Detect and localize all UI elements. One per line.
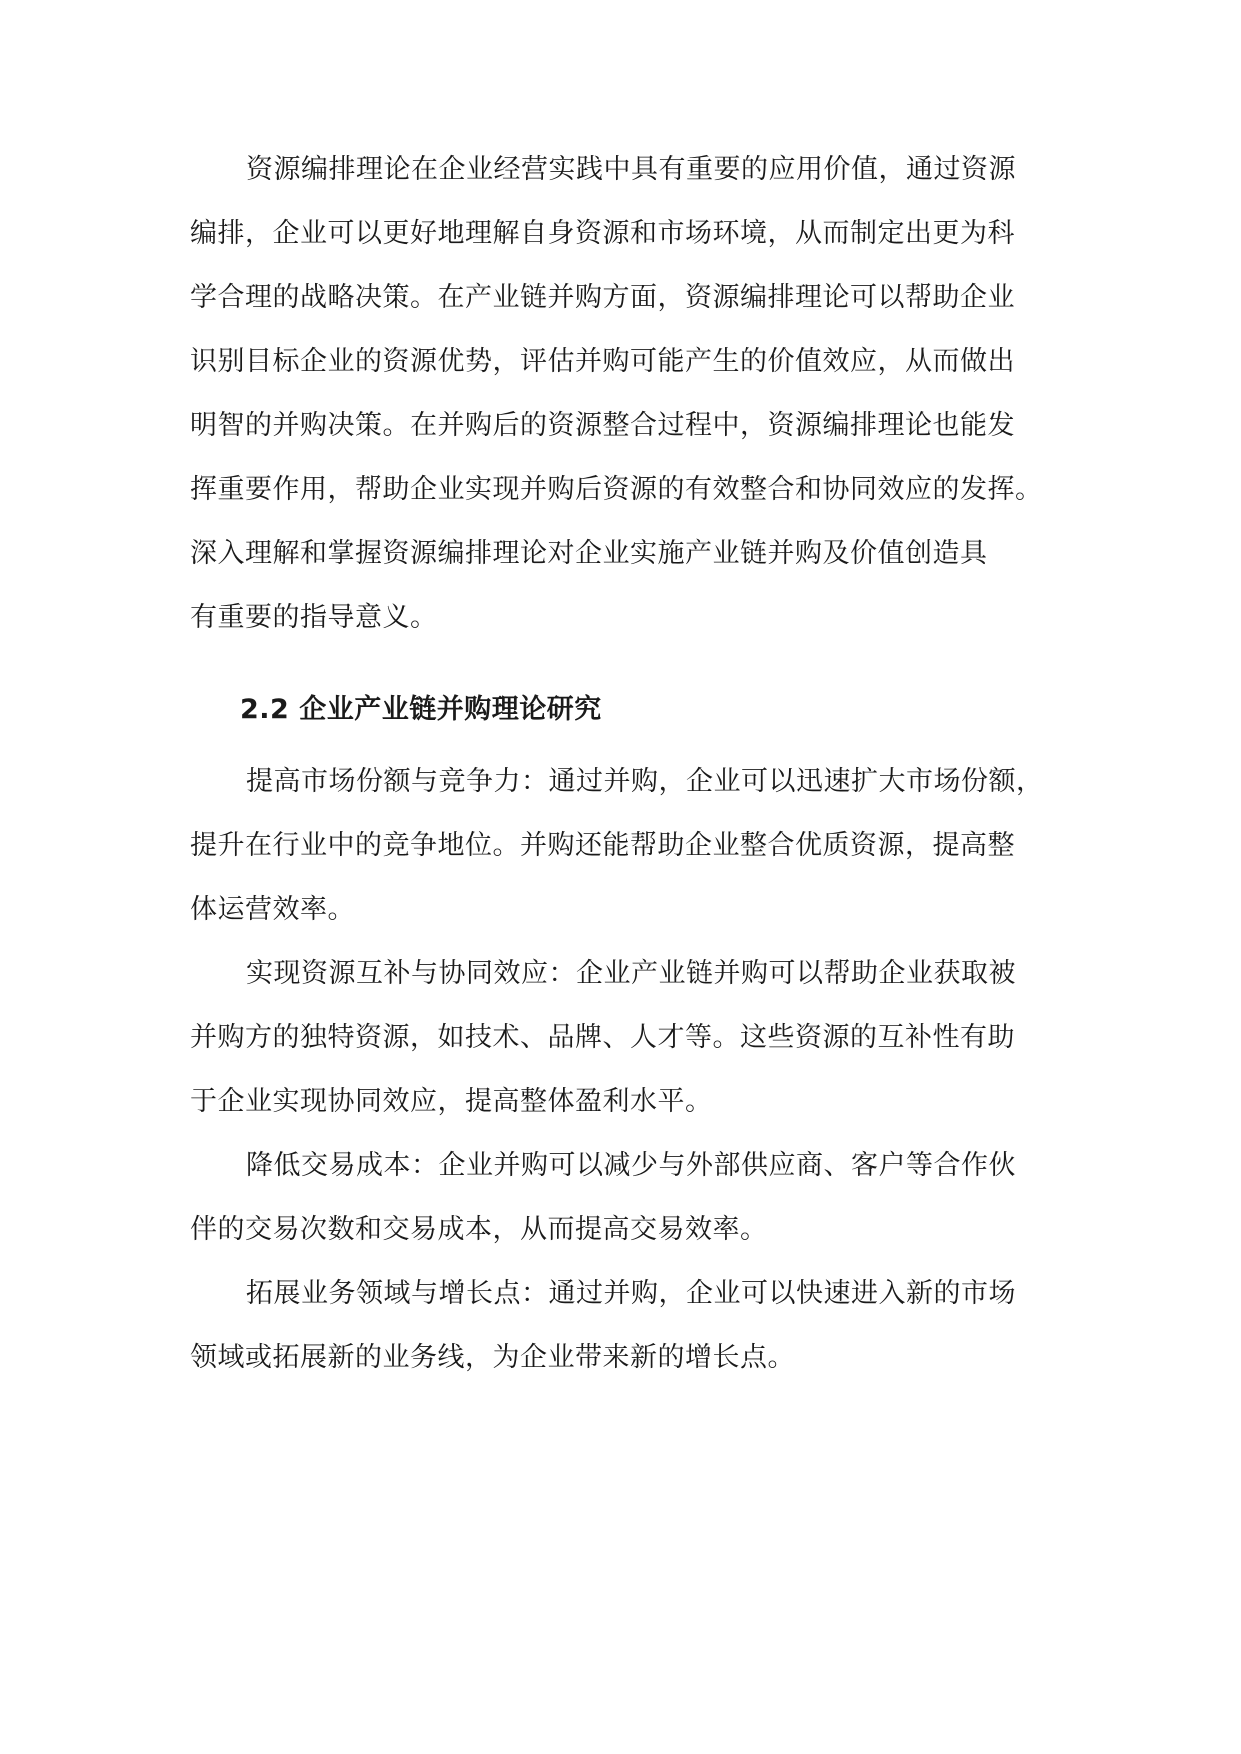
paragraph-2-line-3: 体运营效率。 bbox=[190, 894, 355, 925]
paragraph-1-line-3: 学合理的战略决策。在产业链并购方面，资源编排理论可以帮助企业 bbox=[190, 282, 1015, 313]
paragraph-2-line-2: 提升在行业中的竞争地位。并购还能帮助企业整合优质资源，提高整 bbox=[190, 830, 1015, 861]
paragraph-1-line-4: 识别目标企业的资源优势，评估并购可能产生的价值效应，从而做出 bbox=[190, 346, 1015, 377]
paragraph-1-line-6: 挥重要作用，帮助企业实现并购后资源的有效整合和协同效应的发挥。 bbox=[190, 474, 1043, 505]
paragraph-5-line-2: 领域或拓展新的业务线，为企业带来新的增长点。 bbox=[190, 1342, 795, 1373]
paragraph-1-line-2: 编排，企业可以更好地理解自身资源和市场环境，从而制定出更为科 bbox=[190, 218, 1015, 249]
paragraph-1-line-1: 资源编排理论在企业经营实践中具有重要的应用价值，通过资源 bbox=[246, 154, 1016, 185]
paragraph-1-line-5: 明智的并购决策。在并购后的资源整合过程中，资源编排理论也能发 bbox=[190, 410, 1015, 441]
paragraph-2-line-1: 提高市场份额与竞争力：通过并购，企业可以迅速扩大市场份额， bbox=[246, 766, 1044, 797]
paragraph-1-line-8: 有重要的指导意义。 bbox=[190, 602, 438, 633]
paragraph-4-line-2: 伴的交易次数和交易成本，从而提高交易效率。 bbox=[190, 1214, 768, 1245]
paragraph-3-line-2: 并购方的独特资源，如技术、品牌、人才等。这些资源的互补性有助 bbox=[190, 1022, 1015, 1053]
section-heading: 2.2 企业产业链并购理论研究 bbox=[240, 694, 602, 725]
paragraph-1-line-7: 深入理解和掌握资源编排理论对企业实施产业链并购及价值创造具 bbox=[190, 538, 988, 569]
paragraph-3-line-3: 于企业实现协同效应，提高整体盈利水平。 bbox=[190, 1086, 713, 1117]
paragraph-5-line-1: 拓展业务领域与增长点：通过并购，企业可以快速进入新的市场 bbox=[246, 1278, 1016, 1309]
paragraph-3-line-1: 实现资源互补与协同效应：企业产业链并购可以帮助企业获取被 bbox=[246, 958, 1016, 989]
paragraph-4-line-1: 降低交易成本：企业并购可以减少与外部供应商、客户等合作伙 bbox=[246, 1150, 1016, 1181]
